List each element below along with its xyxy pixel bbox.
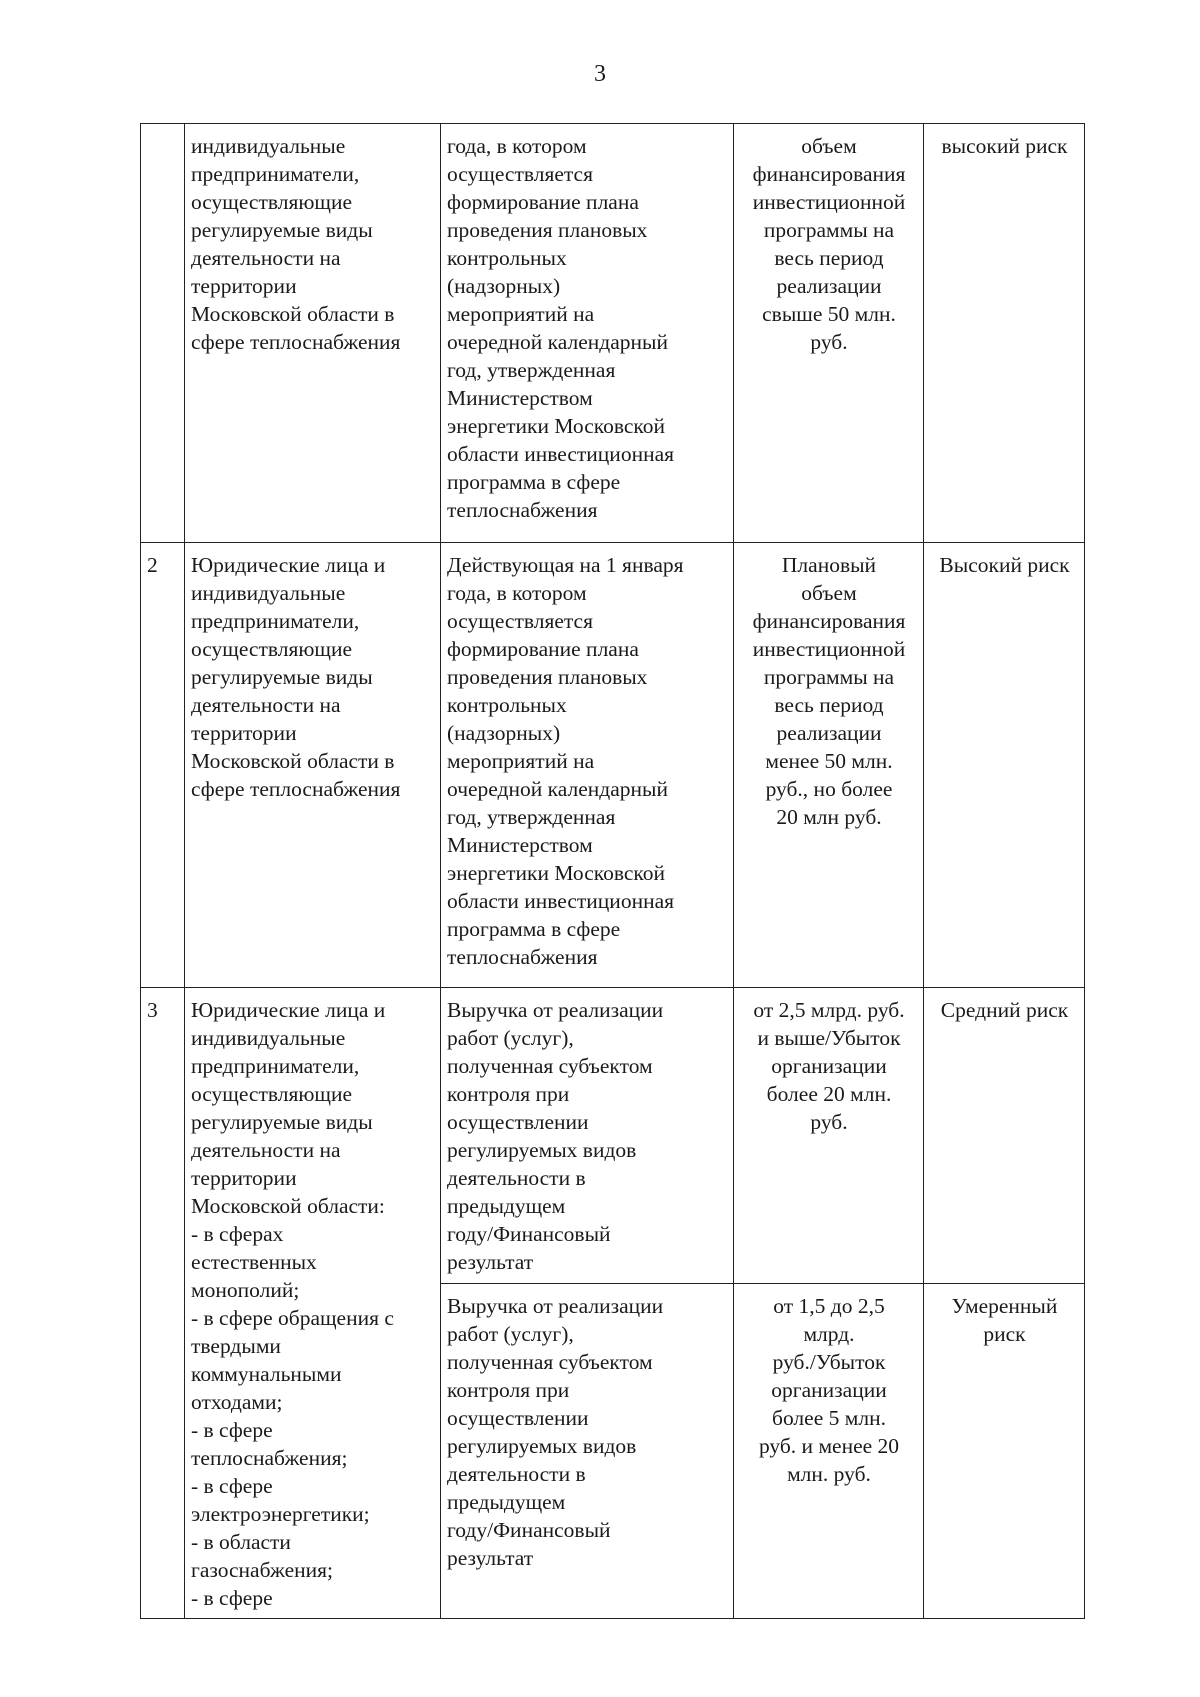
subjects-cell: Юридические лица и индивидуальные предприниматели, осуществляющие регулируемые виды деятельности на территории Московской области: - в сферах естественных монополий; - в сфере обращения с твердыми коммунальными отходами; - в сфере теплоснабжения; - в сфере электроэнергетики; - в области газоснабжения; - в сфере: [185, 988, 441, 1619]
subjects-cell: Юридические лица и индивидуальные предприниматели, осуществляющие регулируемые виды деятельности на территории Московской области в сфере теплоснабжения: [185, 543, 441, 988]
row-number-cell: 2: [141, 543, 185, 988]
page-number: 3: [594, 61, 606, 87]
value-cell: Плановый объем финансирования инвестиционной программы на весь период реализации менее 50 млн. руб., но более 20 млн руб.: [734, 543, 924, 988]
criterion-cell: Выручка от реализации работ (услуг), полученная субъектом контроля при осуществлении регулируемых видов деятельности в предыдущем году/Финансовый результат: [441, 1284, 734, 1619]
risk-level-cell: Умеренный риск: [924, 1284, 1085, 1619]
risk-level-cell: Высокий риск: [924, 543, 1085, 988]
criterion-cell: Действующая на 1 января года, в котором осуществляется формирование плана проведения плановых контрольных (надзорных) мероприятий на очередной календарный год, утвержденная Министерством энергетики Московской области инвестиционная программа в сфере теплоснабжения: [441, 543, 734, 988]
row-number-cell: 3: [141, 988, 185, 1619]
subjects-cell: индивидуальные предприниматели, осуществляющие регулируемые виды деятельности на территории Московской области в сфере теплоснабжения: [185, 124, 441, 543]
table-row: [141, 543, 1085, 988]
table-row: [141, 124, 1085, 543]
value-cell: объем финансирования инвестиционной программы на весь период реализации свыше 50 млн. руб.: [734, 124, 924, 543]
risk-level-cell: Средний риск: [924, 988, 1085, 1284]
criterion-cell: года, в котором осуществляется формирование плана проведения плановых контрольных (надзорных) мероприятий на очередной календарный год, утвержденная Министерством энергетики Московской области инвестиционная программа в сфере теплоснабжения: [441, 124, 734, 543]
table-row: [141, 988, 1085, 1284]
risk-criteria-table: [140, 123, 1085, 1619]
value-cell: от 1,5 до 2,5 млрд. руб./Убыток организации более 5 млн. руб. и менее 20 млн. руб.: [734, 1284, 924, 1619]
risk-level-cell: высокий риск: [924, 124, 1085, 543]
criterion-cell: Выручка от реализации работ (услуг), полученная субъектом контроля при осуществлении регулируемых видов деятельности в предыдущем году/Финансовый результат: [441, 988, 734, 1284]
row-number-cell: [141, 124, 185, 543]
value-cell: от 2,5 млрд. руб. и выше/Убыток организации более 20 млн. руб.: [734, 988, 924, 1284]
